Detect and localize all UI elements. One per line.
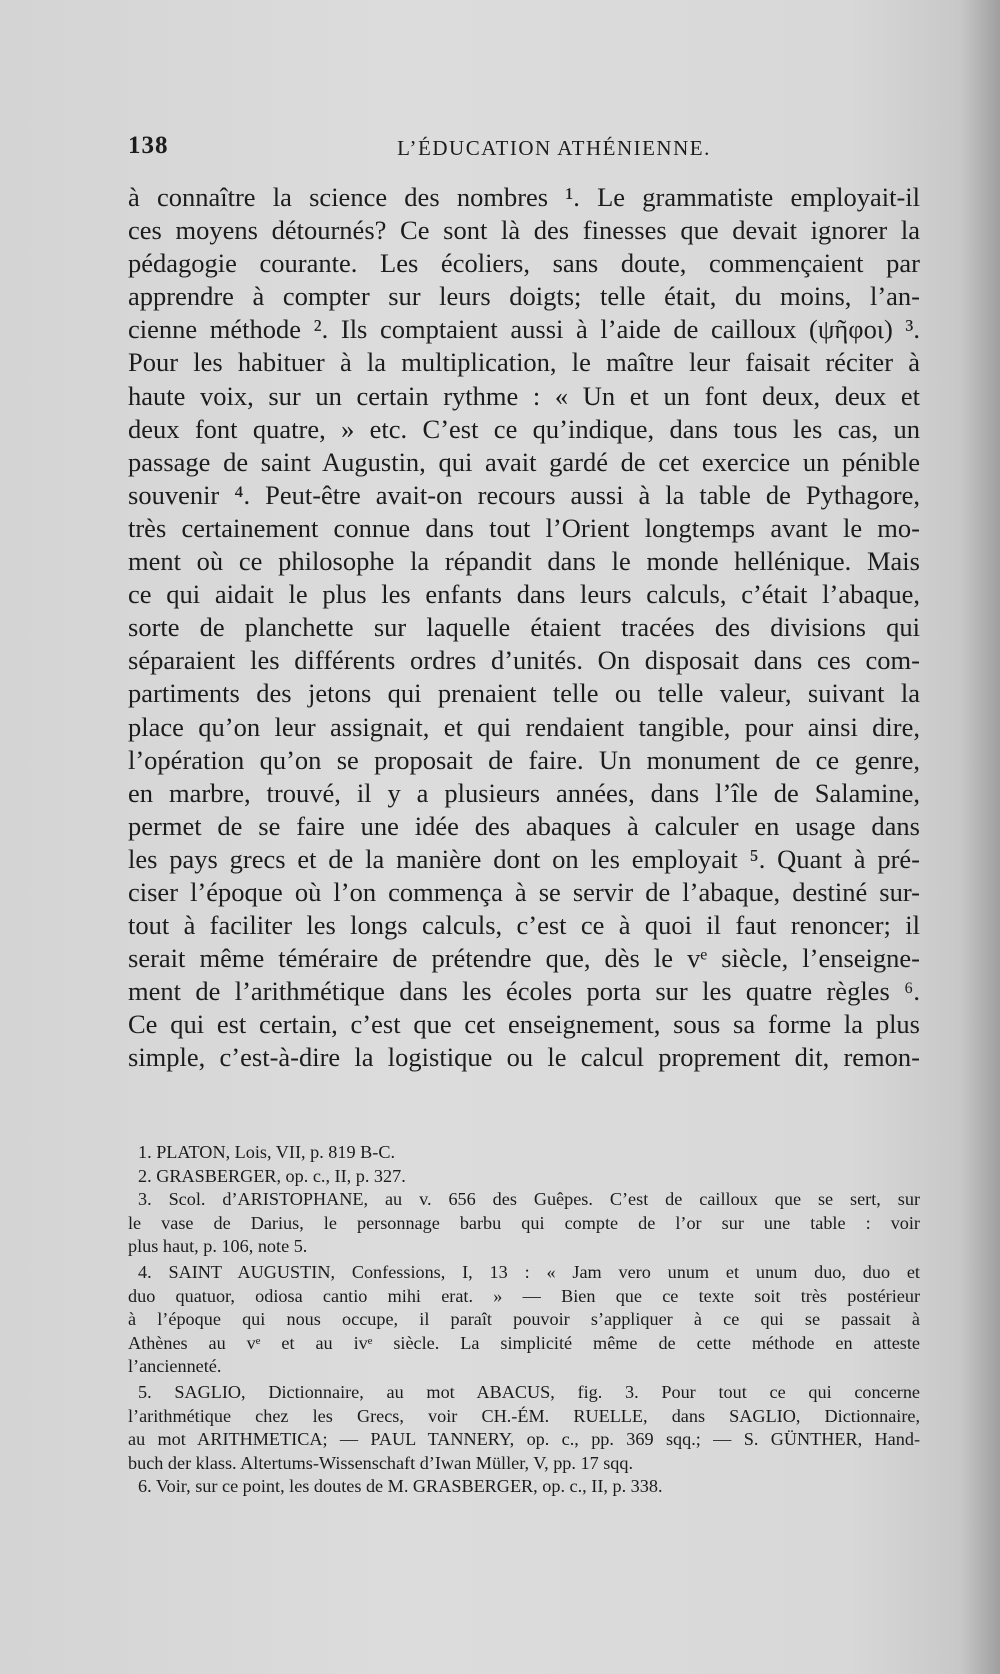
text-line: en marbre, trouvé, il y a plusieurs années, dans l’île de Salamine,	[128, 777, 920, 808]
text-line: très certainement connue dans tout l’Orient longtemps avant le mo-	[128, 512, 920, 543]
text-line: haute voix, sur un certain rythme : « Un et un font deux, deux et	[128, 380, 920, 411]
footnote-line: l’arithmétique chez les Grecs, voir CH.-ÉM. RUELLE, dans SAGLIO, Dictionnaire,	[128, 1405, 920, 1426]
text-line: séparaient les différents ordres d’unités. On disposait dans ces com-	[128, 645, 920, 676]
text-line: ciser l’époque où l’on commença à se servir de l’abaque, destiné sur-	[128, 876, 920, 907]
running-title: L’ÉDUCATION ATHÉNIENNE.	[397, 136, 711, 160]
text-line: ces moyens détournés? Ce sont là des finesses que devait ignorer la	[128, 215, 920, 246]
footnote-line: plus haut, p. 106, note 5.	[128, 1236, 308, 1257]
text-line: apprendre à compter sur leurs doigts; telle était, du moins, l’an-	[128, 281, 920, 312]
text-line: deux font quatre, » etc. C’est ce qu’indique, dans tous les cas, un	[128, 413, 920, 444]
page-number: 138	[128, 132, 169, 159]
footnote-line: Athènes au vᵉ et au ivᵉ siècle. La simplicité même de cette méthode en atteste	[128, 1332, 920, 1353]
text-line: sorte de planchette sur laquelle étaient tracées des divisions qui	[128, 612, 920, 643]
footnote-line: 3. Scol. d’ARISTOPHANE, au v. 656 des Guêpes. C’est de cailloux que se sert, sur	[138, 1189, 920, 1210]
footnote-line: 1. PLATON, Lois, VII, p. 819 B-C.	[138, 1142, 395, 1162]
footnote-line: 4. SAINT AUGUSTIN, Confessions, I, 13 : « Jam vero unum et unum duo, duo et	[138, 1261, 920, 1282]
footnotes	[128, 1141, 920, 1499]
text-line: ment où ce philosophe la répandit dans le monde hellénique. Mais	[128, 546, 920, 577]
text-line: tout à faciliter les longs calculs, c’est ce à quoi il faut renoncer; il	[128, 910, 920, 941]
footnote-line: duo quatuor, odiosa cantio mihi erat. » — Bien que ce texte soit très postérieur	[128, 1285, 920, 1306]
text-line: partiments des jetons qui prenaient telle ou telle valeur, suivant la	[128, 678, 920, 709]
footnote-line: buch der klass. Altertums-Wissenschaft d’Iwan Müller, V, pp. 17 sqq.	[128, 1452, 634, 1473]
footnote-line: 2. GRASBERGER, op. c., II, p. 327.	[138, 1165, 406, 1186]
text-line: simple, c’est-à-dire la logistique ou le calcul proprement dit, remon-	[128, 1042, 920, 1073]
text-line: à connaître la science des nombres ¹. Le grammatiste employait-il	[128, 182, 920, 212]
page-edge-shadow	[960, 0, 1000, 1674]
text-line: passage de saint Augustin, qui avait gardé de cet exercice un pénible	[128, 446, 920, 477]
text-line: ment de l’arithmétique dans les écoles porta sur les quatre règles ⁶.	[128, 976, 920, 1007]
page-header	[128, 132, 920, 172]
text-line: Ce qui est certain, c’est que cet enseignement, sous sa forme la plus	[128, 1009, 920, 1040]
main-text	[128, 181, 920, 1075]
footnote-line: l’ancienneté.	[128, 1356, 222, 1377]
text-line: l’opération qu’on se proposait de faire. Un monument de ce genre,	[128, 744, 920, 775]
footnote-line: 5. SAGLIO, Dictionnaire, au mot ABACUS, fig. 3. Pour tout ce qui concerne	[138, 1381, 920, 1402]
text-line: souvenir ⁴. Peut-être avait-on recours aussi à la table de Pythagore,	[128, 479, 920, 510]
text-line: les pays grecs et de la manière dont on les employait ⁵. Quant à pré-	[128, 843, 920, 874]
text-line: permet de se faire une idée des abaques à calculer en usage dans	[128, 810, 920, 841]
text-line: pédagogie courante. Les écoliers, sans doute, commençaient par	[128, 248, 920, 279]
footnote-line: au mot ARITHMETICA; — PAUL TANNERY, op. c., pp. 369 sqq.; — S. GÜNTHER, Hand-	[128, 1429, 920, 1450]
footnote-line: à l’époque qui nous occupe, il paraît pouvoir s’appliquer à ce qui se passait à	[128, 1309, 920, 1330]
text-line: cienne méthode ². Ils comptaient aussi à l’aide de cailloux (ψῆφοι) ³.	[128, 314, 920, 345]
footnote-line: 6. Voir, sur ce point, les doutes de M. GRASBERGER, op. c., II, p. 338.	[138, 1476, 663, 1497]
text-line: place qu’on leur assignait, et qui rendaient tangible, pour ainsi dire,	[128, 711, 920, 742]
text-line: serait même téméraire de prétendre que, dès le vᵉ siècle, l’enseigne-	[128, 943, 920, 974]
text-line: Pour les habituer à la multiplication, le maître leur faisait réciter à	[128, 347, 920, 378]
text-line: ce qui aidait le plus les enfants dans leurs calculs, c’était l’abaque,	[128, 579, 920, 610]
footnote-line: le vase de Darius, le personnage barbu qui compte de l’or sur une table : voir	[128, 1212, 920, 1233]
